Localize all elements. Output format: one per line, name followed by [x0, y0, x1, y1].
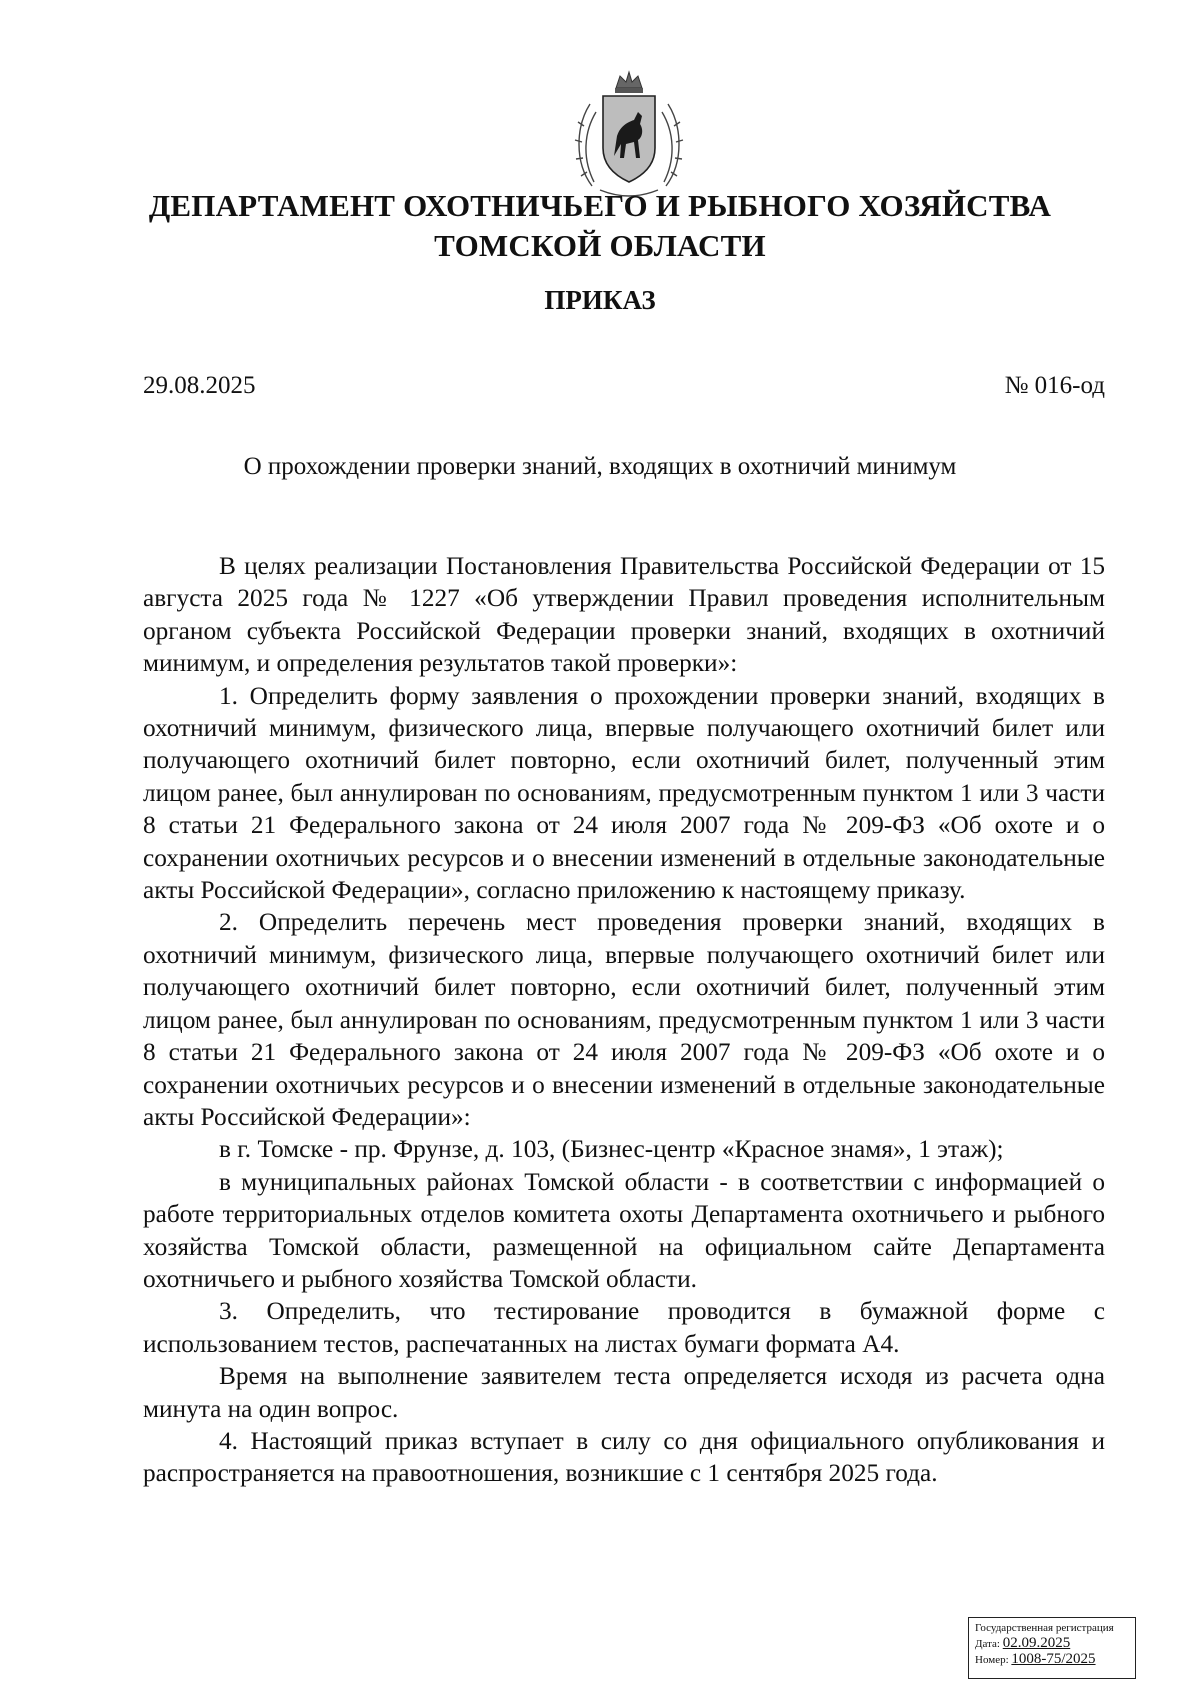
tomsk-coat-of-arms-icon: [570, 66, 688, 200]
paragraph-item-2: 2. Определить перечень мест проведения проверки знаний, входящих в охотничий минимум, физического лица, впервые получающего охотничий билет или получающего охотничий билет повторно, если охотничий билет, полученный этим лицом ранее, был аннулирован по основаниям, предусмотренным пунктом 1 или 3 части 8 статьи 21 Федерального закона от 24 июля 2007 года № 209-ФЗ «Об охоте и о сохранении охотничьих ресурсов и о внесении изменений в отдельные законодательные акты Российской Федерации»:: [143, 908, 1105, 1131]
paragraph-item-1: 1. Определить форму заявления о прохождении проверки знаний, входящих в охотничий минимум, физического лица, впервые получающего охотничий билет или получающего охотничий билет повторно, если охотничий билет, полученный этим лицом ранее, был аннулирован по основаниям, предусмотренным пунктом 1 или 3 части 8 статьи 21 Федерального закона от 24 июля 2007 года № 209-ФЗ «Об охоте и о сохранении охотничьих ресурсов и о внесении изменений в отдельные законодательные акты Российской Федерации», согласно приложению к настоящему приказу.: [143, 681, 1105, 905]
order-number: № 016-од: [1004, 372, 1105, 399]
registration-stamp: [968, 1617, 1136, 1679]
paragraph-item-3: 3. Определить, что тестирование проводится в бумажной форме с использованием тестов, распечатанных на листах бумаги формата А4.: [143, 1297, 1105, 1358]
order-body: [143, 550, 1105, 1490]
order-date: 29.08.2025: [143, 372, 256, 399]
paragraph-item-4: 4. Настоящий приказ вступает в силу со дня официального опубликования и распространяется на правоотношения, возникшие с 1 сентября 2025 года.: [143, 1426, 1105, 1488]
registration-date-row: [975, 1636, 1129, 1652]
organization-name-line-2: ТОМСКОЙ ОБЛАСТИ: [434, 228, 766, 263]
paragraph-location-tomsk: в г. Томске - пр. Фрунзе, д. 103, (Бизнес-центр «Красное знамя», 1 этаж);: [219, 1135, 1004, 1164]
order-subject: О прохождении проверки знаний, входящих в охотничий минимум: [243, 453, 957, 480]
document-type: ПРИКАЗ: [544, 285, 656, 315]
paragraph-test-time: Время на выполнение заявителем теста определяется исходя из расчета одна минута на один вопрос.: [143, 1362, 1105, 1423]
registration-date-value: 02.09.2025: [1002, 1635, 1071, 1651]
registration-title: Государственная регистрация: [975, 1622, 1114, 1634]
registration-number-row: [975, 1652, 1129, 1668]
registration-number-value: 1008-75/2025: [1011, 1651, 1096, 1667]
paragraph-location-districts: в муниципальных районах Томской области - в соответствии с информацией о работе территориальных отделов комитета охоты Департамента охотничьего и рыбного хозяйства Томской области, размещенной на официальном сайте Департамента охотничьего и рыбного хозяйства Томской области.: [143, 1167, 1105, 1293]
organization-name-line-1: ДЕПАРТАМЕНТ ОХОТНИЧЬЕГО И РЫБНОГО ХОЗЯЙСТВА: [148, 188, 1052, 223]
paragraph-preamble: В целях реализации Постановления Правительства Российской Федерации от 15 августа 2025 года № 1227 «Об утверждении Правил проведения исполнительным органом субъекта Российской Федерации проверки знаний, входящих в охотничий минимум, и определения результатов такой проверки»:: [143, 552, 1105, 678]
organization-name: [0, 186, 1200, 266]
registration-number-label: Номер:: [975, 1654, 1009, 1666]
registration-date-label: Дата:: [975, 1638, 1000, 1650]
